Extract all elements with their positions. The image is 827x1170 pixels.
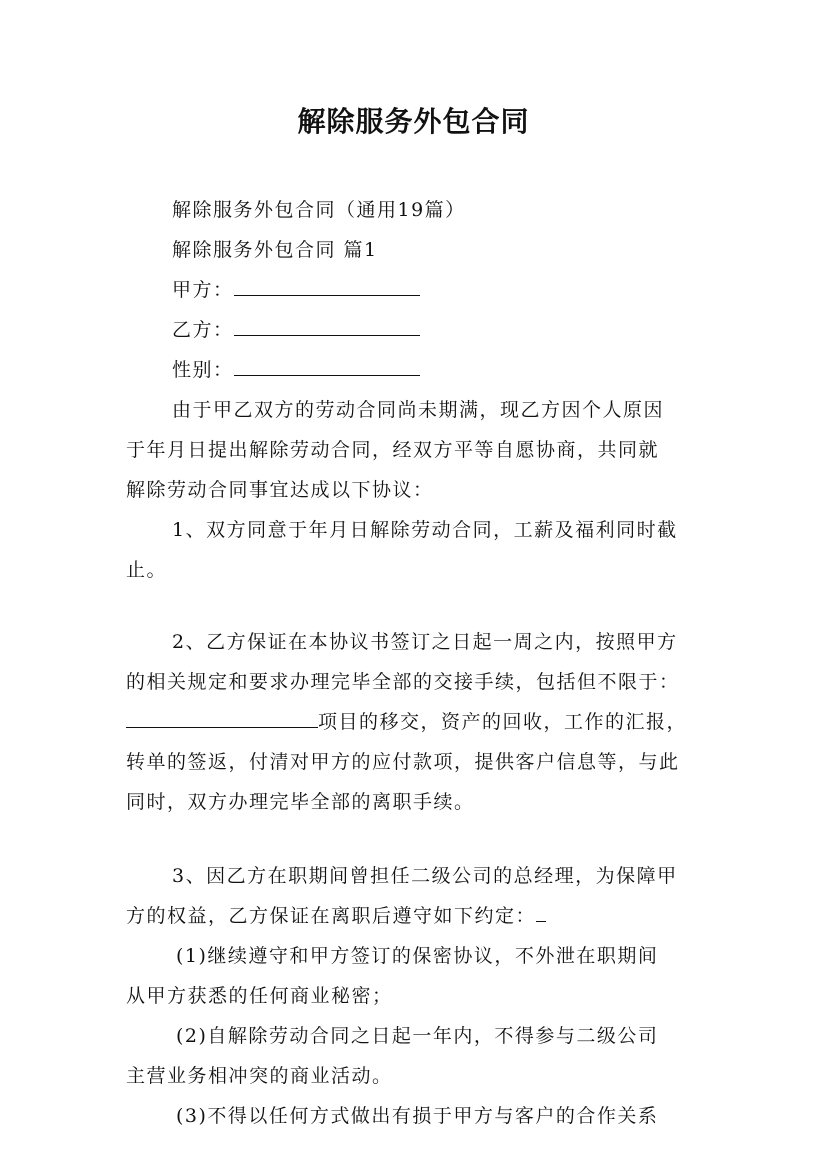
agreement-blank (536, 899, 546, 922)
sub2-line-1: (2)自解除劳动合同之日起一年内，不得参与二级公司 (176, 1025, 659, 1047)
gender-line (126, 350, 706, 390)
clause3-line-2 (126, 896, 706, 936)
clause1-line-1: 1、双方同意于年月日解除劳动合同，工薪及福利同时截 (172, 519, 678, 541)
clause1-line-2: 止。 (126, 559, 168, 581)
sub2-line-2: 主营业务相冲突的商业活动。 (126, 1065, 393, 1087)
intro-line-2: 于年月日提出解除劳动合同，经双方平等自愿协商，共同就 (126, 439, 660, 461)
party-b-line (126, 310, 706, 350)
clause3-line-1: 3、因乙方在职期间曾担任二级公司的总经理，为保障甲 (172, 865, 678, 887)
clause2-line-2: 的相关规定和要求办理完毕全部的交接手续，包括但不限于： (126, 671, 680, 693)
party-a-blank (234, 273, 420, 296)
clause3-line-2-text: 方的权益，乙方保证在离职后遵守如下约定： (126, 905, 537, 927)
document-title: 解除服务外包合同 (297, 105, 530, 138)
gender-label: 性别： (172, 359, 234, 381)
clause2-line-5: 同时，双方办理完毕全部的离职手续。 (126, 791, 475, 813)
article-heading: 解除服务外包合同 篇1 (172, 239, 378, 261)
party-a-line (126, 270, 706, 310)
clause2-line-3 (126, 702, 706, 742)
clause2-line-1: 2、乙方保证在本协议书签订之日起一周之内，按照甲方 (172, 631, 678, 653)
paragraph-spacer (126, 822, 706, 856)
sub3-line-1: (3)不得以任何方式做出有损于甲方与客户的合作关系 (176, 1105, 659, 1127)
clause2-line-3-text: 项目的移交，资产的回收，工作的汇报， (318, 711, 688, 733)
party-a-label: 甲方： (172, 279, 234, 301)
sub1-line-2: 从甲方获悉的任何商业秘密； (126, 985, 393, 1007)
clause2-line-4: 转单的签返，付清对甲方的应付款项，提供客户信息等，与此 (126, 751, 680, 773)
document-subtitle: 解除服务外包合同（通用19篇） (172, 199, 466, 221)
gender-blank (234, 353, 420, 376)
sub1-line-1: (1)继续遵守和甲方签订的保密协议，不外泄在职期间 (176, 945, 659, 967)
intro-line-3: 解除劳动合同事宜达成以下协议： (126, 479, 434, 501)
party-b-blank (234, 313, 420, 336)
party-b-label: 乙方： (172, 319, 234, 341)
document-body (126, 190, 706, 1136)
handover-blank (126, 705, 318, 728)
intro-line-1: 由于甲乙双方的劳动合同尚未期满，现乙方因个人原因 (172, 399, 665, 421)
